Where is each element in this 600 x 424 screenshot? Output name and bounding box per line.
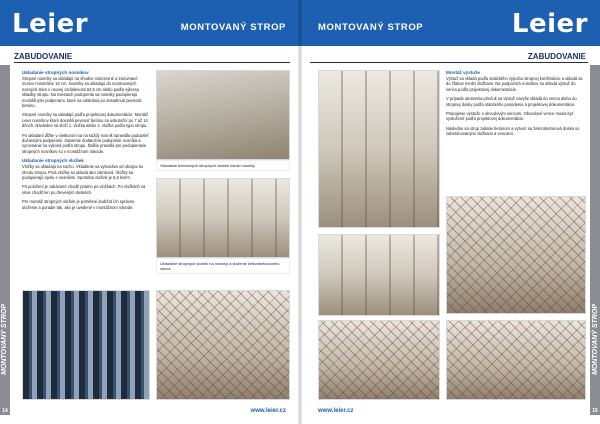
paragraph: Po ukladaní dĺžke v niektorom sa na každý nosník spravidla podoprieť dočasnými podperami. Zaistenie dodatočné podopretie nosníka a vyrovnanie sa vykoná podľa stropu. Ďalšie pravidlá pre podopieranie stropných nosníkov sú v montážnom návode. [22, 132, 149, 154]
section-title: ZABUDOVANIE [527, 52, 586, 61]
photo-caption: Vkladanie betónových stropných vložiek medzi nosníky [156, 160, 290, 171]
left-header [0, 0, 300, 46]
block-heading: Ukladanie stropných vložiek [22, 158, 84, 164]
photo-beams-on-wall [156, 70, 290, 160]
photo-caption: Ukladanie stropných vložiek na nosníky a vloženie železobetónového venca [156, 258, 290, 274]
page-number: 15 [592, 408, 598, 414]
paragraph: Pri položení je zakázané chodiť priamo po vložkách. Po vložkách sa smie chodiť len po dreveným doskách. [22, 184, 146, 195]
paragraph: Následne sa strop zaliatie betónom a vytvorí sa železobetónová doska so zabetónovanými vložkami a vencami. [446, 125, 580, 137]
footer-url[interactable]: www.leier.cz [250, 408, 286, 414]
right-header [300, 0, 600, 46]
footer-url[interactable]: www.leier.cz [318, 408, 354, 414]
photo-rebar-detail [446, 320, 586, 400]
side-label: MONTOVANÝ STROP [592, 304, 599, 375]
photo-ceiling-blocks [156, 178, 290, 258]
photo-rebar-mesh [318, 320, 440, 400]
text-column [22, 70, 150, 214]
block-heading: Ukladanie stropných nosníkov [22, 70, 89, 75]
paragraph: V prípade ukotvenia priečok sa výstuž navyše vkladá do venca alebo do stropnej dosky podľa statického posúdenia a projektovej dokumentácie. [446, 96, 577, 107]
spread-gutter [298, 0, 302, 424]
brand-logo: Leier [511, 9, 588, 39]
paragraph: Výstuž sa vkladá podľa statického výpočtu stropnej konštrukcie a ukladá sa do žľabov medzi vložkami. Na podporách nosníkov sa ukladá výstuž do venca podľa projektovej dokumentácie. [446, 75, 583, 92]
section-title: ZABUDOVANIE [14, 52, 73, 61]
photo-reinforcement [446, 196, 586, 314]
header-title: MONTOVANÝ STROP [318, 22, 424, 33]
photo-ceiling-overview [318, 70, 440, 228]
section-rule [310, 62, 588, 63]
paragraph: Prepojenie výstuže s obvodovým vencom. Obvodové vence musia byť vystužené podľa projektovej dokumentácie. [446, 110, 574, 122]
photo-blocks-laid [318, 234, 440, 316]
text-column [446, 70, 586, 141]
photo-beam-stack [22, 290, 150, 400]
page-number: 14 [2, 408, 8, 414]
photo-beam-supports [156, 290, 290, 400]
section-rule [14, 62, 290, 63]
side-bar [590, 65, 600, 415]
paragraph: Stropné nosníky sa ukladajú podľa projektovej dokumentácie. Montáž Leier nosníkov ktoré dosiahli pevnosť betónu sa uskutoční po 7 až 14 dňoch. Následne sa vloží 1. vložka alebo 2. vložka podľa typu stropu. [22, 112, 149, 129]
header-title: MONTOVANÝ STROP [180, 22, 286, 33]
brand-logo: Leier [12, 9, 89, 39]
block-heading: Montáž výstuže [446, 70, 480, 75]
paragraph: Pre montáž stropných vložiek je potrebné dodržať ich správne uloženie a poradie tak, ako je uvedené v montážnom návode. [22, 199, 135, 210]
paragraph: Vložky sa ukladajú na sucho. Vkladanie sa vykonáva od okrajov ku stredu stropu. Prvá vložka sa ukladá ako zámková. Vložky sa podopierajú spolu s nosníkmi. Spotreba vložiek je 6,6 ks/m². [22, 164, 144, 180]
right-page [300, 0, 600, 424]
side-label: MONTOVANÝ STROP [1, 304, 8, 375]
paragraph: Stropné nosníky sa ukladajú na vhodne vodorovné a zarovnané murivo minimálne 10 cm. Nosníky sa ukladajú do montovaných nosných stien v osovej vzdialenosti 62,5 cm alebo podľa výkresu skladby stropu. Na miestach podopretia sa nosníky podopierajú montážnymi podperami, ktoré sa odstránia po dosiahnutí pevnosti betónu. [22, 75, 142, 108]
side-bar [0, 65, 10, 415]
